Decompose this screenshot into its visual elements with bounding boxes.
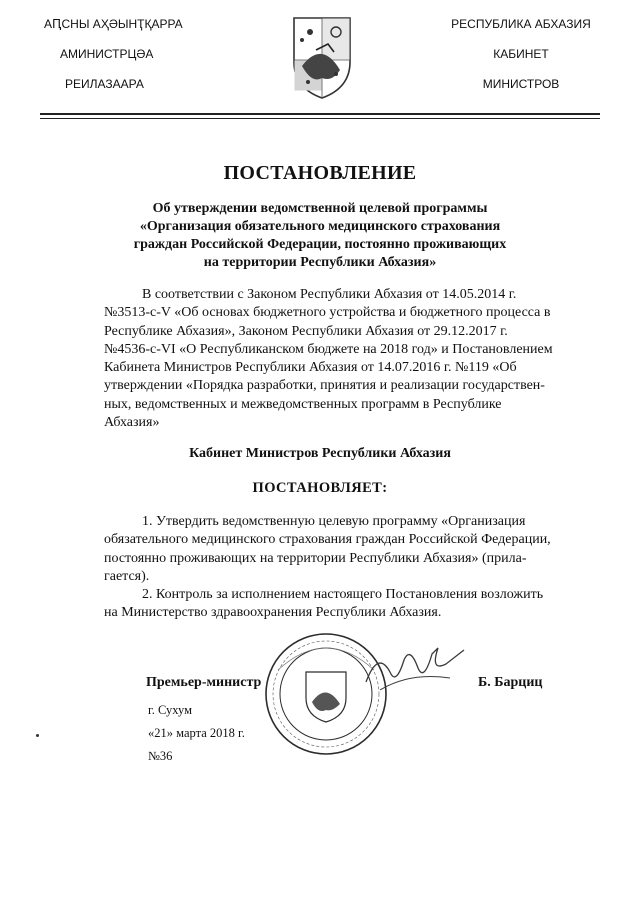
preamble-line: Абхазия» <box>104 415 160 431</box>
preamble-line: В соответствии с Законом Республики Абхазия от 14.05.2014 г. <box>142 287 517 302</box>
coat-of-arms-icon <box>288 10 356 102</box>
header-left-abkhaz <box>44 18 183 108</box>
document-number: №36 <box>148 749 173 763</box>
handwritten-signature <box>360 642 470 702</box>
preamble-line: ных, ведомственных и межведомственных программ в Республике <box>104 396 502 412</box>
resolution-item-2 <box>104 586 587 623</box>
preamble-line: Республике Абхазия», Законом Республики Абхазия от 29.12.2017 г. <box>104 323 508 339</box>
header-left-line-2: АМИНИСТРЦӘА <box>60 47 154 61</box>
header-right-line-3: МИНИСТРОВ <box>482 77 560 91</box>
header-right-line-2: КАБИНЕТ <box>493 47 549 61</box>
preamble-line: утверждении «Порядка разработки, принятия и реализации государствен- <box>104 378 545 394</box>
preamble-line: №3513-с-V «Об основах бюджетного устройства и бюджетного процесса в <box>104 305 551 321</box>
preamble-line: Кабинета Министров Республики Абхазия от 14.07.2016 г. №119 «Об <box>104 360 517 376</box>
resolves-heading: ПОСТАНОВЛЯЕТ: <box>252 480 388 496</box>
header-divider-thick <box>40 113 600 115</box>
item1-line: обязательного медицинского страхования граждан Российской Федерации, <box>104 532 551 548</box>
subject-line: Об утверждении ведомственной целевой программы <box>152 201 488 216</box>
preamble-line: №4536-с-VI «О Республиканском бюджете на 2018 год» и Постановлением <box>104 341 553 357</box>
issue-place: г. Сухум <box>148 703 193 717</box>
header-right-russian <box>446 18 596 108</box>
header-divider-thin <box>40 118 600 119</box>
document-subject <box>100 200 540 272</box>
signatory-name: Б. Барциц <box>478 675 543 690</box>
item2-line: на Министерство здравоохранения Республики Абхазия. <box>104 605 442 621</box>
subject-line: «Организация обязательного медицинского страхования <box>139 219 501 234</box>
header-right-line-1: РЕСПУБЛИКА АБХАЗИЯ <box>451 17 591 31</box>
subject-line: граждан Российской Федерации, постоянно проживающих <box>133 237 507 252</box>
item1-line: гается). <box>104 568 150 584</box>
resolution-item-1 <box>104 513 587 586</box>
issuer-heading: Кабинет Министров Республики Абхазия <box>189 446 451 461</box>
scan-speck <box>36 734 39 737</box>
document-type-title: ПОСТАНОВЛЕНИЕ <box>223 162 417 184</box>
item2-line: 2. Контроль за исполнением настоящего Постановления возложить <box>142 587 544 602</box>
signatory-position: Премьер-министр <box>146 675 262 690</box>
issue-date: «21» марта 2018 г. <box>148 726 245 740</box>
item1-line: постоянно проживающих на территории Республики Абхазия» (прила- <box>104 550 527 566</box>
preamble-paragraph <box>104 286 587 432</box>
subject-line: на территории Республики Абхазия» <box>203 255 437 270</box>
item1-line: 1. Утвердить ведомственную целевую программу «Организация <box>142 514 526 529</box>
header-left-line-1: АԤСНЫ АҲӘЫНҬҚАРРА <box>44 17 183 31</box>
header-left-line-3: РЕИЛАЗААРА <box>65 77 144 91</box>
